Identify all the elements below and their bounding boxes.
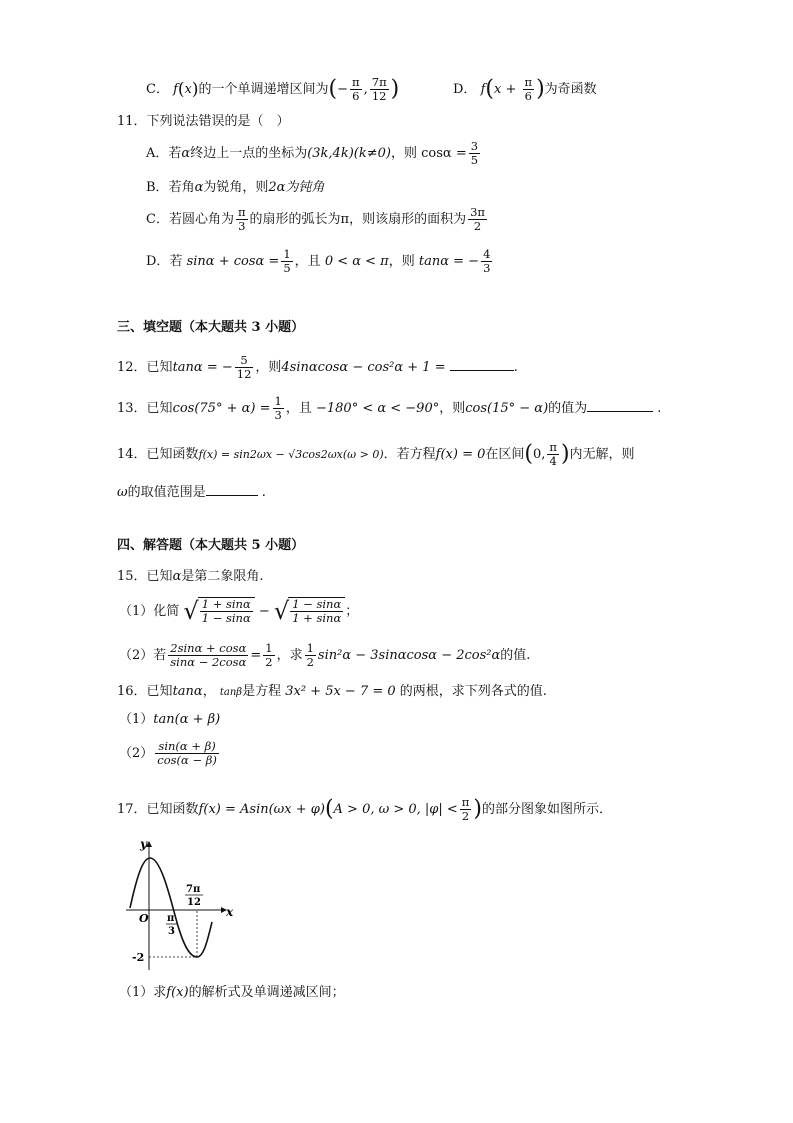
q14-line1 [117,441,635,468]
math-expr: tanα [172,684,203,699]
q15-part1: （1）化简 √ $\frac{1 + \sin\alpha}{1 - \sin\alpha}$ − √ $\frac{1 - \sin\alpha}{1 + \sin\alpha}$ ； [119,597,359,626]
math-expr: f(x) = sin2ωx − √3cos2ωx(ω > 0) [198,448,384,462]
fraction: $\frac{1}{2}$ [306,641,314,670]
paren: ( [485,76,494,102]
question-text: 下列说法错误的是（ ） [146,114,290,129]
text: . [657,401,662,417]
question-number: 14． [117,447,147,463]
paren: ) [473,796,482,822]
text: 终边上一点的坐标为 [190,146,308,162]
math-expr: 3x² + 5x − 7 = 0 [285,684,396,699]
text: ， [202,684,216,699]
q11-option-c [146,206,489,233]
math-expr: tanβ [219,687,243,698]
math-expr: 0 < α < π [324,254,389,270]
text: 若圆心角为 [168,212,234,228]
question-number: 15． [117,569,147,584]
text: . [513,360,518,376]
text: 是方程 [242,684,282,699]
math-expr: cosα = [421,146,467,162]
text: 已知 [146,401,173,417]
text: 的部分图象如图所示． [481,802,612,818]
text: 已知 [146,360,173,376]
q11-stem [117,114,290,130]
fraction: $\frac{5}{12}$ [236,353,252,382]
fraction: $\frac{\pi}{6}$ [524,75,533,104]
fraction: $\frac{1}{5}$ [283,247,291,276]
math-point: (3k,4k)(k≠0) [307,146,391,162]
fraction: $\frac{4}{3}$ [483,247,491,276]
answer-blank[interactable] [206,483,258,496]
option-label: A． [146,146,169,162]
math-expr: A > 0, ω > 0, |φ| < [333,802,458,818]
question-number: 12． [117,360,147,376]
text: ，且 [294,254,321,270]
q10-c-text: 的一个单调递增区间为 [198,82,329,98]
fraction: $\frac{7\pi}{12}$ [371,75,387,104]
math-expr: 0, [532,447,546,463]
q13 [117,395,661,422]
sqrt: √ $\frac{1 + \sin\alpha}{1 - \sin\alpha}$ [183,597,254,626]
part-label: （2）若 [119,648,167,664]
q11-option-d [146,248,494,275]
q11-option-a [146,140,482,167]
text: 若 [168,146,182,162]
math-pi: π [340,212,350,228]
paren: ( [177,79,185,100]
question-number: 17． [117,802,147,818]
option-label: C． [146,212,169,228]
question-number: 11． [117,114,147,129]
math-expr: f(x) [166,985,189,1000]
fraction: $\frac{\pi}{4}$ [549,440,557,469]
text: ，且 [285,401,312,417]
math-expr: f(x) = Asin(ωx + φ) [198,802,325,818]
paren: ( [524,441,533,467]
text: 是第二象限角. [181,569,264,584]
q17-stem [117,796,612,823]
text: 的解析式及单调递减区间； [188,985,345,1000]
answer-blank[interactable] [587,399,653,412]
math-expr: 4sinαcosα − cos²α + 1 = [281,360,446,376]
math-expr: sinα + cosα = [186,254,280,270]
tick-label-b-num: 7π [186,884,201,895]
q10-option-d: D． f(x + $\frac{\pi}{6}$ )为奇函数 [453,75,597,104]
math-expr: tan(α + β) [153,712,221,727]
text: 的两根，求下列各式的值. [399,684,547,699]
math-expr: tanα = − [172,360,233,376]
option-label: B． [146,180,169,195]
text: 在区间 [485,447,525,463]
question-number: 16． [117,684,147,699]
q14-line2 [117,483,266,501]
fraction: $\frac{\pi}{6}$ [352,75,360,104]
text: 已知 [146,569,173,584]
fraction: $\frac{\pi}{2}$ [461,795,470,824]
paren: ) [390,76,400,102]
q17-part1 [119,985,345,1001]
text: 的扇形的弧长为 [249,212,341,228]
math-expr: cos(75° + α) = [172,401,271,417]
paren: ) [560,441,570,467]
q15-part2 [119,642,530,669]
text: 内无解，则 [569,447,635,463]
text: ； [345,603,359,619]
math-expr: −180° < α < −90° [315,401,440,417]
text: ．若方程 [383,447,436,463]
math-x: x [184,82,192,98]
option-label: D． [453,82,477,98]
y-axis-label: y [140,837,147,851]
math-f: f [480,82,486,98]
text: 为锐角，则 [203,180,269,195]
math-alpha: α [172,569,182,584]
fraction: $\frac{\pi}{3}$ [237,205,246,234]
q15-stem [117,569,263,585]
fraction: $\frac{2\sin\alpha + \cos\alpha}{\sin\alpha - 2\cos\alpha}$ [170,641,247,670]
text: ，则 [439,401,466,417]
text: ，则该扇形的面积为 [349,212,467,228]
text: ，求 [276,648,303,664]
math-expr: 2α为钝角 [268,180,325,195]
math-expr: sin²α − 3sinαcosα − 2cos²α [317,648,501,664]
q16-part1 [119,712,220,728]
sqrt: √ $\frac{1 - \sin\alpha}{1 + \sin\alpha}$ [274,597,345,626]
paren: ) [191,79,199,100]
text: 若角 [168,180,195,195]
text: 若 [169,254,183,270]
answer-blank[interactable] [450,358,514,371]
tick-label-a-den: 3 [168,926,175,937]
tick-label-a-num: π [167,913,175,924]
math-expr: tanα = − [418,254,480,270]
tick-label-b-den: 12 [187,897,201,908]
fraction: $\frac{3\pi}{2}$ [470,205,485,234]
text: 的值. [500,648,531,664]
text: 已知 [146,684,173,699]
text: 的取值范围是 [127,485,206,500]
function-graph [122,836,252,976]
paren: ( [328,76,338,102]
math-alpha: α [194,180,204,195]
math-x: x [493,82,502,98]
math-expr: f(x) = 0 [435,447,486,463]
paren: ( [324,796,334,822]
text: ，则 [388,254,415,270]
paren: ) [536,76,545,102]
text: = [250,648,262,664]
math-expr: cos(15° − α) [465,401,549,417]
text: 的值为 [548,401,588,417]
text: 已知函数 [146,447,199,463]
option-label: C． [146,82,169,98]
q11-option-b [146,180,324,196]
q16-stem [117,684,547,700]
q10-d-text: 为奇函数 [544,82,597,98]
section-heading: 三、填空题（本大题共 3 小题） [117,320,305,335]
math-alpha: α [181,146,191,162]
text: ，则 [390,146,417,162]
part-label: （1）求 [119,985,167,1000]
part-label: （1） [119,712,154,727]
q12 [117,354,518,381]
fraction: $\frac{1}{2}$ [265,641,273,670]
fraction: $\frac{3}{5}$ [470,139,479,168]
part-label: （2） [119,746,154,762]
section-heading: 四、解答题（本大题共 5 小题） [117,538,305,553]
math-omega: ω [117,485,128,500]
math-fx: f [173,82,178,98]
text: ，则 [255,360,282,376]
x-axis-label: x [226,905,234,919]
origin-label: O [139,912,149,925]
q10-option-c: C． f(x)的一个单调递增区间为(− $\frac{\pi}{6}$ , $\frac{7\pi}{12}$ ) [146,75,400,104]
q16-part2 [119,740,221,767]
text: . [261,485,266,500]
text: 已知函数 [146,802,199,818]
question-number: 13． [117,401,147,417]
fraction: $\frac{1}{3}$ [274,394,282,423]
min-label: -2 [132,951,145,964]
fraction: $\frac{\sin(\alpha + \beta)}{\cos(\alpha - \beta)}$ [157,739,217,768]
part-label: （1）化简 [119,603,180,619]
option-label: D． [146,254,170,270]
